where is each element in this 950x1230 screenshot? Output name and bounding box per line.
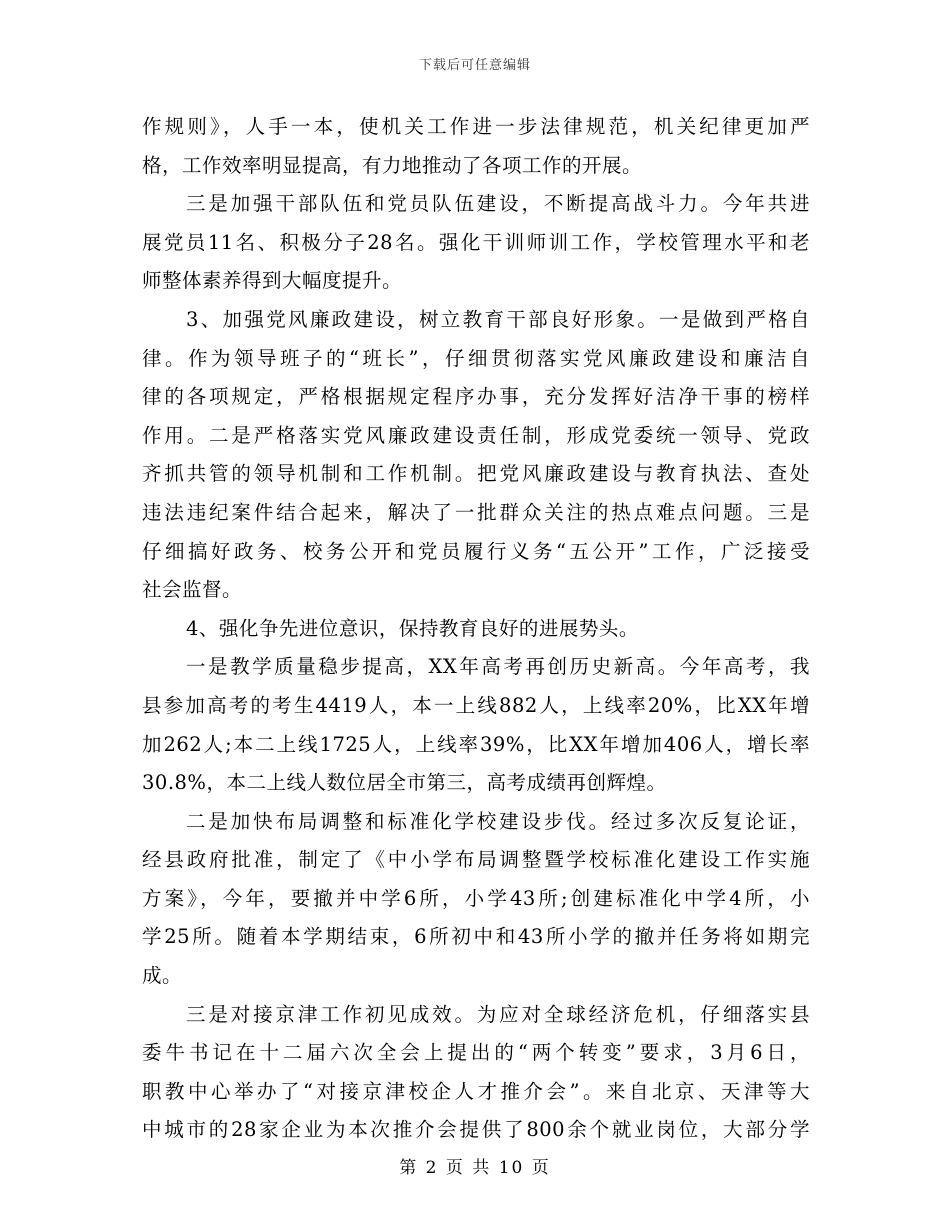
text-line: 3、加强党风廉政建设，树立教育干部良好形象。一是做到严格自	[186, 307, 810, 331]
page-number-footer: 第 2 页 共 10 页	[399, 1158, 551, 1178]
text-line: 社会监督。	[142, 578, 243, 602]
text-line: 作用。二是严格落实党风廉政建设责任制，形成党委统一领导、党政	[142, 423, 810, 447]
text-line: 展党员11名、积极分子28名。强化干训师训工作，学校管理水平和老	[142, 230, 810, 254]
page-header-note: 下载后可任意编辑	[418, 58, 531, 73]
text-line: 成。	[142, 964, 183, 988]
text-line: 违法违纪案件结合起来，解决了一批群众关注的热点难点问题。三是	[142, 500, 810, 524]
text-line: 三是加强干部队伍和党员队伍建设，不断提高战斗力。今年共进	[186, 192, 810, 216]
text-line: 三是对接京津工作初见成效。为应对全球经济危机，仔细落实县	[186, 1002, 810, 1026]
text-line: 中城市的28家企业为本次推介会提供了800余个就业岗位，大部分学	[142, 1118, 810, 1142]
text-line: 30.8%，本二上线人数位居全市第三，高考成绩再创辉煌。	[142, 771, 667, 795]
text-line: 学25所。随着本学期结束，6所初中和43所小学的撤并任务将如期完	[142, 925, 810, 949]
text-line: 加262人;本二上线1725人，上线率39%，比XX年增加406人，增长率	[142, 732, 810, 756]
text-line: 作规则》，人手一本，使机关工作进一步法律规范，机关纪律更加严	[142, 115, 810, 138]
text-line: 经县政府批准，制定了《中小学布局调整暨学校标准化建设工作实施	[142, 848, 810, 872]
text-line: 方案》，今年，要撤并中学6所，小学43所;创建标准化中学4所，小	[142, 886, 810, 910]
text-line: 格，工作效率明显提高，有力地推动了各项工作的开展。	[142, 153, 643, 177]
text-line: 仔细搞好政务、校务公开和党员履行义务“五公开”工作，广泛接受	[142, 539, 810, 563]
text-line: 委牛书记在十二届六次全会上提出的“两个转变”要求，3月6日，	[142, 1041, 810, 1065]
text-line: 二是加快布局调整和标准化学校建设步伐。经过多次反复论证，	[186, 809, 810, 833]
document-body	[142, 108, 810, 1150]
text-line: 律的各项规定，严格根据规定程序办事，充分发挥好洁净干事的榜样	[142, 385, 810, 409]
text-line: 师整体素养得到大幅度提升。	[142, 269, 403, 293]
text-line: 职教中心举办了“对接京津校企人才推介会”。来自北京、天津等大	[142, 1079, 810, 1103]
text-line: 律。作为领导班子的“班长”，仔细贯彻落实党风廉政建设和廉洁自	[142, 346, 810, 370]
text-line: 一是教学质量稳步提高，XX年高考再创历史新高。今年高考，我	[186, 655, 810, 679]
text-line: 齐抓共管的领导机制和工作机制。把党风廉政建设与教育执法、查处	[142, 462, 810, 486]
text-line: 4、强化争先进位意识，保持教育良好的进展势头。	[186, 616, 639, 640]
text-line: 县参加高考的考生4419人，本一上线882人，上线率20%，比XX年增	[142, 693, 810, 717]
